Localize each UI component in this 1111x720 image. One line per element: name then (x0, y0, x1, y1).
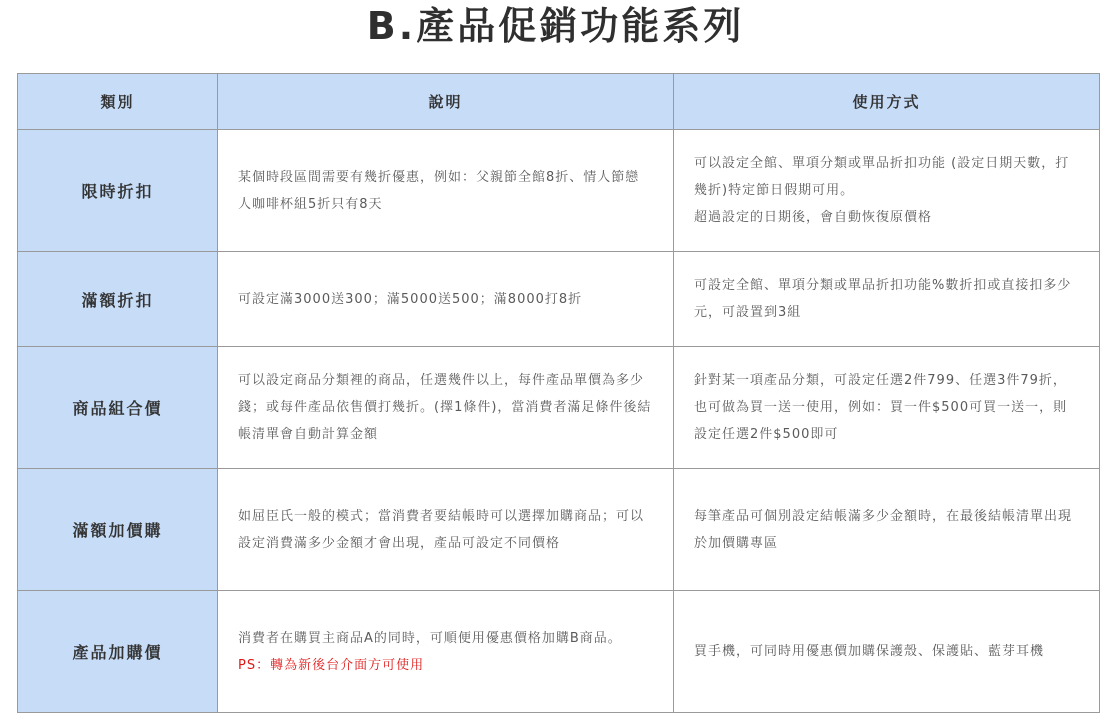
usage-text: 每筆產品可個別設定結帳滿多少金額時，在最後結帳清單出現於加價購專區 (694, 508, 1073, 551)
row-usage (674, 347, 1100, 469)
row-description (218, 130, 674, 252)
header-usage: 使用方式 (674, 74, 1100, 130)
row-category: 商品組合價 (18, 347, 218, 469)
table-row (18, 469, 1100, 591)
table-header-row (18, 74, 1100, 130)
usage-text: 針對某一項產品分類，可設定任選2件799、任選3件79折，也可做為買一送一使用，例如：買一件$500可買一送一，則設定任選2件$500即可 (694, 373, 1068, 442)
table-row (18, 591, 1100, 713)
row-usage (674, 252, 1100, 347)
usage-text: 買手機，可同時用優惠價加購保護殼、保護貼、藍芽耳機 (694, 644, 1045, 659)
description-text: 如屈臣氏一般的模式；當消費者要結帳時可以選擇加購商品；可以設定消費滿多少金額才會出現，產品可設定不同價格 (238, 508, 645, 551)
usage-text: 可設定全館、單項分類或單品折扣功能%數折扣或直接扣多少元，可設置到3組 (694, 278, 1072, 320)
table-row (18, 130, 1100, 252)
row-category: 產品加購價 (18, 591, 218, 713)
row-category: 滿額加價購 (18, 469, 218, 591)
row-usage (674, 130, 1100, 252)
row-category: 滿額折扣 (18, 252, 218, 347)
row-description (218, 252, 674, 347)
table-row (18, 347, 1100, 469)
row-description (218, 347, 674, 469)
header-category: 類別 (18, 74, 218, 130)
promo-feature-table (17, 73, 1100, 713)
usage-text: 超過設定的日期後，會自動恢復原價格 (694, 210, 933, 225)
ps-note: PS：轉為新後台介面方可使用 (238, 657, 425, 673)
row-category: 限時折扣 (18, 130, 218, 252)
description-text: 可以設定商品分類裡的商品，任選幾件以上，每件產品單價為多少錢；或每件產品依售價打幾折。(擇1條件)，當消費者滿足條件後結帳清單會自動計算金額 (238, 373, 652, 442)
description-text: 某個時段區間需要有幾折優惠，例如：父親節全館8折、情人節戀人咖啡杯組5折只有8天 (238, 169, 640, 212)
usage-text: 可以設定全館、單項分類或單品折扣功能 (設定日期天數，打幾折)特定節日假期可用。 (694, 156, 1070, 198)
row-usage (674, 591, 1100, 713)
header-description: 說明 (218, 74, 674, 130)
page-title: B.產品促銷功能系列 (366, 4, 745, 48)
table-row (18, 252, 1100, 347)
row-usage (674, 469, 1100, 591)
description-text: 消費者在購買主商品A的同時，可順便用優惠價格加購B商品。 (238, 630, 622, 646)
row-description (218, 591, 674, 713)
description-text: 可設定滿3000送300；滿5000送500；滿8000打8折 (238, 291, 583, 307)
row-description (218, 469, 674, 591)
